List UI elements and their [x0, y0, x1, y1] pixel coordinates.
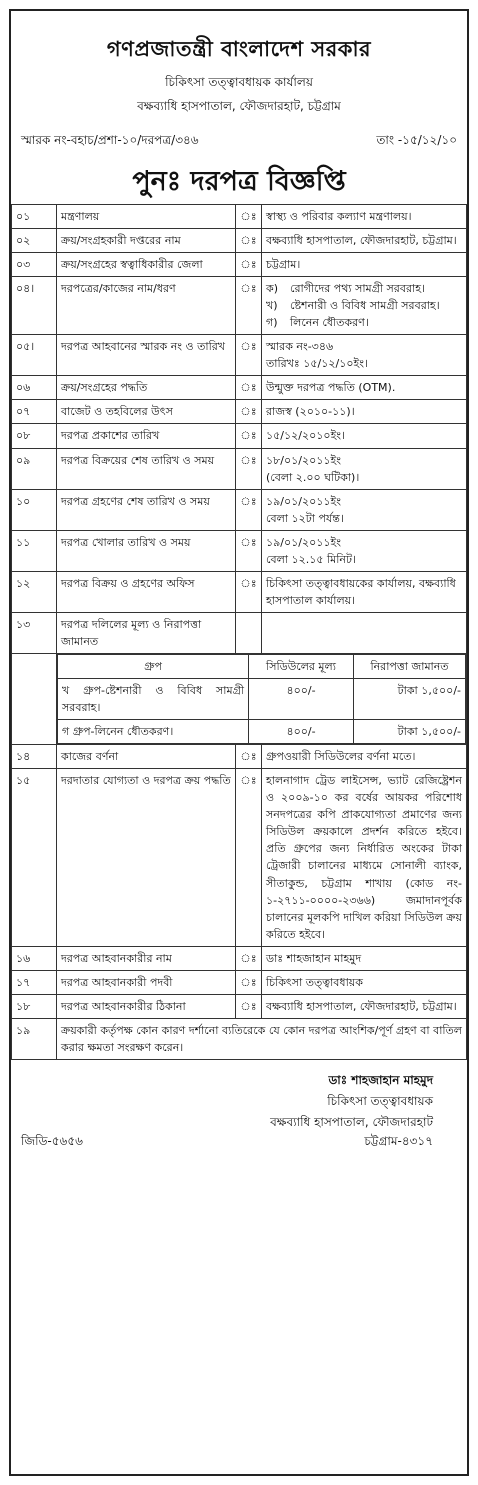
- list-item: [266, 314, 462, 331]
- row-colon: [236, 612, 262, 653]
- row-label: দরপত্র গ্রহণের শেষ তারিখ ও সময়: [57, 489, 236, 530]
- header-group: গ্রুপ: [58, 654, 249, 678]
- row-colon: ঃ: [236, 970, 262, 994]
- row-colon: ঃ: [236, 571, 262, 612]
- row-label: দরপত্র খোলার তারিখ ও সময়: [57, 530, 236, 571]
- memo-date: তাং -১৫/১২/১০: [376, 133, 457, 147]
- row-number: ১৬: [12, 946, 57, 970]
- table-row: [12, 489, 467, 530]
- row-number: ০২: [12, 229, 57, 253]
- row-number: ১৯: [12, 1018, 57, 1059]
- row-number: ১৮: [12, 994, 57, 1018]
- price-row: [58, 679, 466, 720]
- table-row: [12, 335, 467, 376]
- row-colon: ঃ: [236, 530, 262, 571]
- row-value: হালনাগাদ ট্রেড লাইসেন্স, ভ্যাট রেজিষ্ট্রেশন ও ২০০৯-১০ কর বর্ষের আয়কর পরিশোধ সনদপত্রের কপি প্রাকযোগ্যতা প্রমাণের জন্য সিডিউল ক্রয়কালে প্রদর্শন করিতে হইবে। প্রতি গ্রুপের জন্য নির্ধারিত অংকের টাকা ট্রেজারী চালানের মাধ্যমে সোনালী ব্যাংক, সীতাকুন্ড, চট্টগ্রাম শাখায় (কোড নং- ১-২৭১১-০০০০-২৩৬৬) জমাদানপূর্বক চালানের মূলকপি দাখিল করিয়া সিডিউল ক্রয় করিতে হইবে।: [262, 769, 467, 946]
- row-number: ০৮: [12, 424, 57, 448]
- row-label: দরপত্র প্রকাশের তারিখ: [57, 424, 236, 448]
- signatory-designation: চিকিৎসা তত্ত্বাবধায়ক: [327, 1093, 433, 1108]
- row-value: চিকিৎসা তত্ত্বাবধায়ক: [262, 970, 467, 994]
- row-value: রাজস্ব (২০১০-১১)।: [262, 400, 467, 424]
- row-value: বক্ষব্যাধি হাসপাতাল, ফৌজদারহাট, চট্টগ্রাম।: [262, 994, 467, 1018]
- receipt-end-date: ১৯/০১/২০১১ইং: [266, 494, 342, 508]
- row-value: [262, 335, 467, 376]
- row-number: ১১: [12, 530, 57, 571]
- tender-notice: [9, 9, 469, 1476]
- price-table-cell: [57, 653, 467, 744]
- row-number: ০৫।: [12, 335, 57, 376]
- security-amount: টাকা ১,৫০০/-: [354, 720, 466, 744]
- row-number: ১৩: [12, 612, 57, 653]
- receipt-end-time: বেলা ১২টা পর্যন্ত।: [266, 511, 344, 525]
- memo-number: স্মারক নং-বহাচ/প্রশা-১০/দরপত্র/৩৪৬: [21, 133, 199, 147]
- schedule-price: ৪০০/-: [249, 720, 354, 744]
- row-number: ১০: [12, 489, 57, 530]
- row-number: ০১: [12, 205, 57, 229]
- row-colon: ঃ: [236, 424, 262, 448]
- list-item: [266, 280, 462, 297]
- notice-title: পুনঃ দরপত্র বিজ্ঞপ্তি: [132, 166, 346, 197]
- sale-end-time: (বেলা ২.০০ ঘটিকা)।: [266, 470, 360, 484]
- row-label: দরপত্র আহবানকারী পদবী: [57, 970, 236, 994]
- signature-block: [11, 1070, 467, 1133]
- header-schedule-price: সিডিউলের মূল্য: [249, 654, 354, 678]
- row-colon: ঃ: [236, 376, 262, 400]
- office-address: বক্ষব্যাধি হাসপাতাল, ফৌজদারহাট, চট্টগ্রাম: [137, 99, 341, 113]
- footer: [11, 1133, 467, 1153]
- row-value: উন্মুক্ত দরপত্র পদ্ধতি (OTM).: [262, 376, 467, 400]
- row-colon: ঃ: [236, 489, 262, 530]
- item-text: লিনেন ধৌতকরণ।: [290, 316, 369, 330]
- item-text: রোগীদের পথ্য সামগ্রী সরবরাহ।: [290, 282, 425, 296]
- price-table-header: [58, 654, 466, 678]
- row-label: ক্রয়/সংগ্রহের পদ্ধতি: [57, 376, 236, 400]
- row-colon: ঃ: [236, 946, 262, 970]
- table-row: [12, 745, 467, 769]
- row-number: ০৩: [12, 253, 57, 277]
- row-label: কাজের বর্ণনা: [57, 745, 236, 769]
- table-row: [12, 448, 467, 489]
- table-row: [12, 376, 467, 400]
- office-name: চিকিৎসা তত্ত্বাবধায়ক কার্যালয়: [165, 75, 313, 89]
- list-item: [266, 297, 462, 314]
- row-label: দরপত্র আহবানকারীর নাম: [57, 946, 236, 970]
- government-name: গণপ্রজাতন্ত্রী বাংলাদেশ সরকার: [106, 37, 372, 61]
- signatory-name: ডাঃ শাহজাহান মাহমুদ: [328, 1072, 433, 1087]
- table-row: [12, 970, 467, 994]
- row-number: ০৪।: [12, 277, 57, 335]
- table-row: [12, 277, 467, 335]
- row-value: গ্রুপওয়ারী সিডিউলের বর্ণনা মতে।: [262, 745, 467, 769]
- group-name: খ গ্রুপ-ষ্টেশনারী ও বিবিধ সামগ্রী সরবরাহ।: [58, 679, 249, 720]
- tender-items-list: [262, 277, 467, 335]
- row-colon: ঃ: [236, 253, 262, 277]
- row-number: ০৭: [12, 400, 57, 424]
- row-colon: ঃ: [236, 745, 262, 769]
- row-number: ০৬: [12, 376, 57, 400]
- table-row: [12, 229, 467, 253]
- row-colon: ঃ: [236, 400, 262, 424]
- tender-details-table: [11, 204, 467, 1060]
- row-colon: ঃ: [236, 229, 262, 253]
- memo-ref: স্মারক নং-৩৪৬: [266, 340, 334, 354]
- row-label: দরপত্র বিক্রয়ের শেষ তারিখ ও সময়: [57, 448, 236, 489]
- notice-header: [11, 33, 467, 118]
- table-row: [12, 994, 467, 1018]
- item-mark: খ): [266, 299, 278, 313]
- row-label: দরদাতার যোগ্যতা ও দরপত্র ক্রয় পদ্ধতি: [57, 769, 236, 946]
- row-value: ১৫/১২/২০১০ইং।: [262, 424, 467, 448]
- row-value: স্বাস্থ্য ও পরিবার কল্যাণ মন্ত্রণালয়।: [262, 205, 467, 229]
- row-value: [262, 489, 467, 530]
- office-location: চট্টগ্রাম-৪৩১৭: [364, 1133, 433, 1148]
- row-number: ০৯: [12, 448, 57, 489]
- row-value: [262, 448, 467, 489]
- table-row: [12, 205, 467, 229]
- item-mark: গ): [266, 316, 278, 330]
- row-value: চিকিৎসা তত্ত্বাবধায়কের কার্যালয়, বক্ষব্যাধি হাসপাতাল কার্যালয়।: [262, 571, 467, 612]
- row-label: দরপত্র আহবানের স্মারক নং ও তারিখ: [57, 335, 236, 376]
- memo-ref-date: তারিখঃ ১৫/১২/১০ইং।: [266, 357, 368, 371]
- table-row: [12, 253, 467, 277]
- row-value: ডাঃ শাহজাহান মাহমুদ: [262, 946, 467, 970]
- table-row: [12, 400, 467, 424]
- security-amount: টাকা ১,৫০০/-: [354, 679, 466, 720]
- row-number: ১২: [12, 571, 57, 612]
- row-colon: ঃ: [236, 448, 262, 489]
- row-number: [12, 653, 57, 744]
- sale-end-date: ১৮/০১/২০১১ইং: [266, 453, 342, 467]
- row-colon: ঃ: [236, 994, 262, 1018]
- row-label: দরপত্র দলিলের মূল্য ও নিরাপত্তা জামানত: [57, 612, 236, 653]
- table-row: [12, 769, 467, 946]
- group-name: গ গ্রুপ-লিনেন ধৌতকরণ।: [58, 720, 249, 744]
- row-label: দরপত্রের/কাজের নাম/ধরণ: [57, 277, 236, 335]
- row-colon: ঃ: [236, 277, 262, 335]
- row-number: ১৭: [12, 970, 57, 994]
- header-security: নিরাপত্তা জামানত: [354, 654, 466, 678]
- authority-note: ক্রয়কারী কর্তৃপক্ষ কোন কারণ দর্শানো ব্যতিরেকে যে কোন দরপত্র আংশিক/পূর্ণ গ্রহণ বা বাতিল করার ক্ষমতা সংরক্ষণ করেন।: [57, 1018, 467, 1059]
- item-text: ষ্টেশনারী ও বিবিধ সামগ্রী সরবরাহ।: [290, 299, 440, 313]
- row-value: [262, 530, 467, 571]
- schedule-price: ৪০০/-: [249, 679, 354, 720]
- opening-date: ১৯/০১/২০১১ইং: [266, 535, 342, 549]
- opening-time: বেলা ১২.১৫ মিনিট।: [266, 552, 356, 566]
- row-label: ক্রয়/সংগ্রহকারী দপ্তরের নাম: [57, 229, 236, 253]
- table-row: [12, 1018, 467, 1059]
- row-label: মন্ত্রণালয়: [57, 205, 236, 229]
- price-table-row: [12, 653, 467, 744]
- table-row: [12, 946, 467, 970]
- table-row: [12, 530, 467, 571]
- row-label: ক্রয়/সংগ্রহের স্বত্বাধিকারীর জেলা: [57, 253, 236, 277]
- item-mark: ক): [266, 282, 278, 296]
- table-row: [12, 612, 467, 653]
- signatory-office: বক্ষব্যাধি হাসপাতাল, ফৌজদারহাট: [270, 1114, 433, 1129]
- price-row: [58, 720, 466, 744]
- row-colon: ঃ: [236, 335, 262, 376]
- row-label: দরপত্র বিক্রয় ও গ্রহণের অফিস: [57, 571, 236, 612]
- row-number: ১৪: [12, 745, 57, 769]
- row-label: দরপত্র আহবানকারীর ঠিকানা: [57, 994, 236, 1018]
- row-value: [262, 612, 467, 653]
- row-value: চট্টগ্রাম।: [262, 253, 467, 277]
- row-value: বক্ষব্যাধি হাসপাতাল, ফৌজদারহাট, চট্টগ্রাম।: [262, 229, 467, 253]
- row-colon: ঃ: [236, 769, 262, 946]
- row-number: ১৫: [12, 769, 57, 946]
- row-colon: ঃ: [236, 205, 262, 229]
- row-label: বাজেট ও তহবিলের উৎস: [57, 400, 236, 424]
- price-table: [57, 654, 466, 744]
- table-row: [12, 571, 467, 612]
- table-row: [12, 424, 467, 448]
- gd-number: জিডি-৫৬৫৬: [21, 1133, 83, 1148]
- memo-line: [21, 132, 457, 152]
